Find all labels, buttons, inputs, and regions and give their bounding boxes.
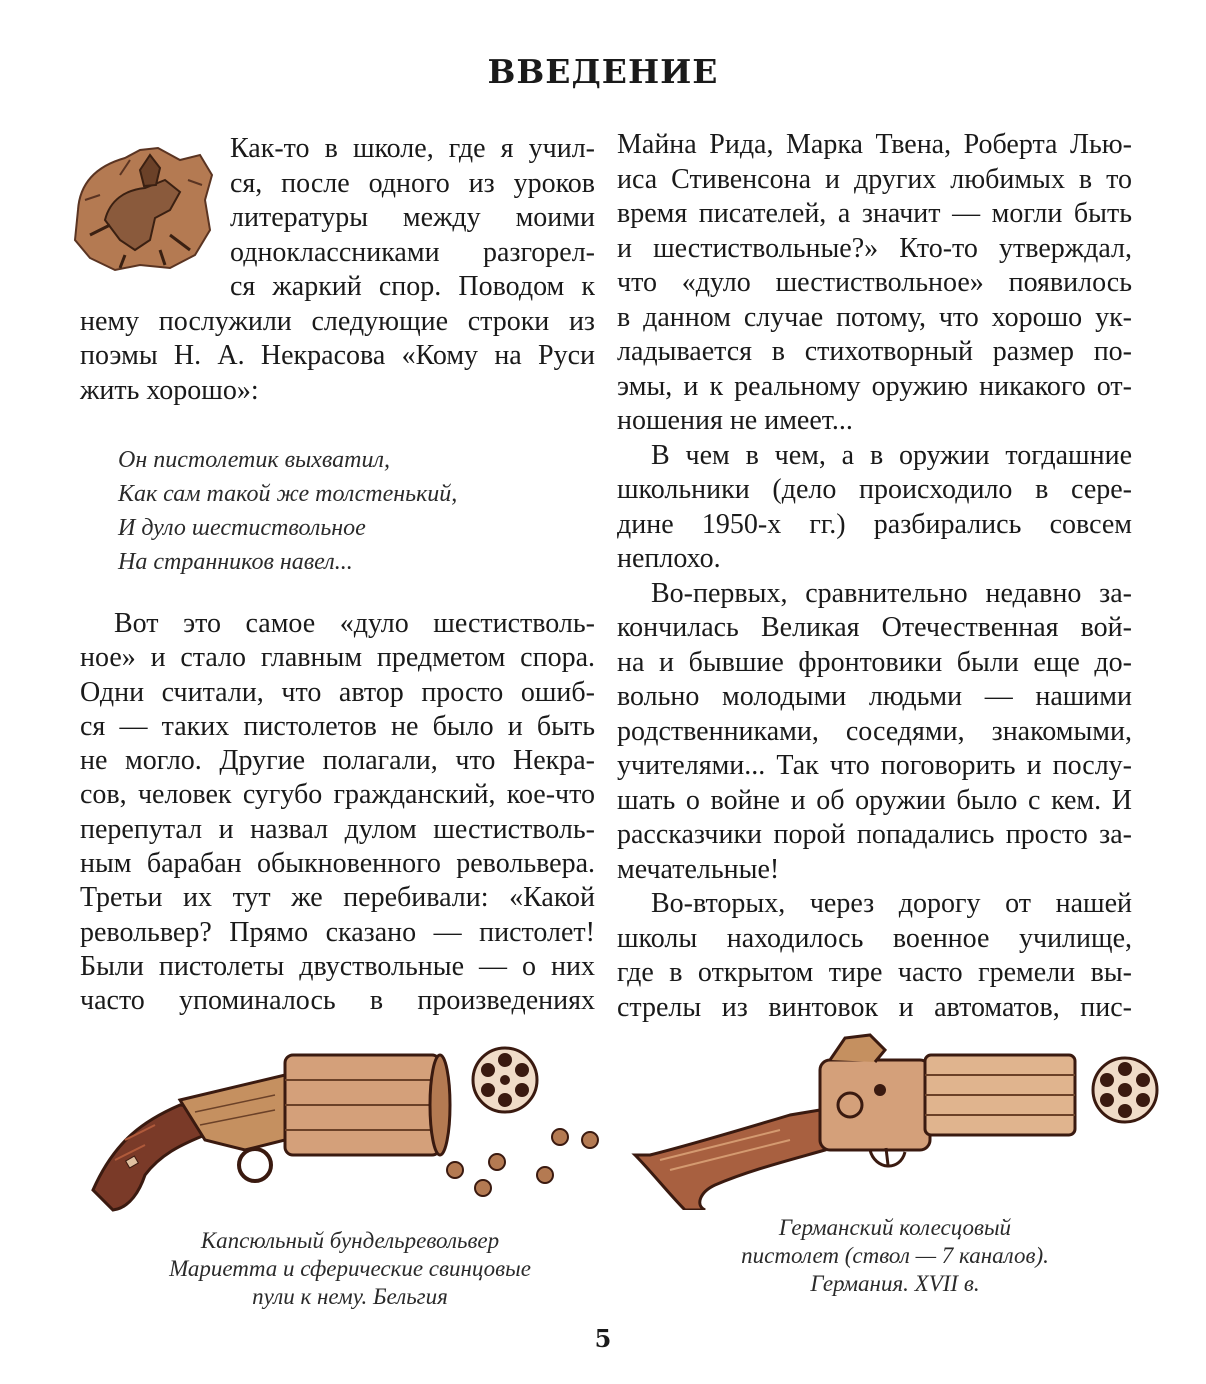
text-line: где в открытом тире часто гремели вы-: [617, 957, 1132, 988]
text-line: револьвер? Прямо сказано — пистолет!: [80, 916, 595, 948]
text-line: Как-то в школе, где я учил-: [230, 133, 595, 164]
text-line: не могло. Другие полагали, что Некра-: [80, 745, 595, 777]
text-line: школьники (дело происходило в сере-: [617, 474, 1132, 505]
text-line: ся — таких пистолетов не было и быть: [80, 710, 595, 742]
text-line: и шестиствольные?» Кто-то утверждал,: [617, 232, 1132, 264]
text-line: на и бывшие фронтовики были еще до-: [617, 646, 1132, 678]
right-column: [617, 128, 1132, 1025]
text-line: поэмы Н. А. Некрасова «Кому на Руси: [80, 340, 595, 371]
text-line: Были пистолеты двуствольные — о них: [80, 950, 595, 982]
text-line: ным барабан обыкновенного револьвера.: [80, 848, 595, 880]
poem-quote: [118, 443, 457, 579]
poem-line: Как сам такой же толстенький,: [118, 481, 458, 507]
text-line: ся, после одного из уроков: [230, 167, 595, 199]
text-line: нему послужили следующие строки из: [80, 305, 595, 337]
text-line: Одни считали, что автор просто ошиб-: [80, 676, 595, 708]
text-line: учителями... Так что поговорить и послу-: [617, 750, 1132, 781]
text-line: неплохо.: [617, 543, 721, 574]
caption-line: Капсюльный бундельревольвер: [200, 1228, 500, 1253]
page-title: ВВЕДЕНИЕ: [487, 52, 719, 91]
text-line: Майна Рида, Марка Твена, Роберта Лью-: [617, 129, 1132, 160]
text-line: часто упоминалось в произведениях: [80, 985, 595, 1017]
caption-line: пули к нему. Бельгия: [252, 1284, 448, 1309]
text-line: перепутал и назвал дулом шестистволь-: [80, 813, 595, 845]
text-line: ся жаркий спор. Поводом к: [230, 271, 595, 302]
text-line: кончилась Великая Отечественная вой-: [617, 612, 1132, 643]
text-line: Во-вторых, через дорогу от нашей: [651, 888, 1132, 919]
text-line: ладывается в стихотворный размер по-: [617, 336, 1132, 367]
text-line: рассказчики порой попадались просто за-: [617, 819, 1132, 850]
pepperbox-revolver-illustration: [85, 1040, 605, 1220]
left-column-intro: [80, 132, 595, 408]
text-line: ное» и стало главным предметом спора.: [80, 642, 595, 674]
poem-line: И дуло шестиствольное: [118, 515, 366, 541]
text-line: дине 1950-х гг.) разбирались совсем: [617, 508, 1132, 540]
text-line: стрелы из винтовок и автоматов, пис-: [617, 991, 1132, 1023]
text-line: одноклассниками разгорел-: [230, 236, 595, 268]
left-column-body: [80, 607, 595, 1019]
caption-line: Мариетта и сферические свинцовые: [169, 1256, 531, 1281]
caption-line: Германия. XVII в.: [810, 1271, 980, 1296]
text-line: мечательные!: [617, 853, 780, 885]
text-line: родственниками, соседями, знакомыми,: [617, 715, 1132, 747]
text-line: жить хорошо»:: [80, 374, 259, 406]
text-line: что «дуло шестиствольное» появилось: [617, 267, 1132, 298]
text-line: Третьи их тут же перебивали: «Какой: [80, 882, 595, 914]
text-line: литературы между моими: [230, 202, 595, 233]
text-line: время писателей, а значит — могли быть: [617, 198, 1132, 229]
poem-line: Он пистолетик выхватил,: [118, 447, 390, 473]
text-line: сов, человек сугубо гражданский, кое-что: [80, 779, 595, 811]
text-line: ношения не имеет...: [617, 405, 853, 436]
text-line: Во-первых, сравнительно недавно за-: [651, 577, 1132, 609]
poem-line: На странников навел...: [118, 549, 353, 575]
text-line: В чем в чем, а в оружии тогдашние: [651, 439, 1132, 471]
text-line: эмы, и к реальному оружию никакого от-: [617, 370, 1132, 402]
caption-line: пистолет (ствол — 7 каналов).: [741, 1243, 1049, 1268]
wheellock-pistol-illustration: [630, 1020, 1165, 1210]
caption-line: Германский колесцовый: [778, 1215, 1012, 1240]
text-line: в данном случае потому, что хорошо ук-: [617, 301, 1132, 333]
page-number: 5: [594, 1324, 612, 1353]
caption-left: [100, 1227, 600, 1311]
text-line: Вот это самое «дуло шестистволь-: [114, 608, 595, 639]
text-line: иса Стивенсона и других любимых в то: [617, 163, 1132, 195]
text-line: школы находилось военное училище,: [617, 922, 1132, 954]
text-line: шать о войне и об оружии было с кем. И: [617, 784, 1132, 816]
text-line: вольно молодыми людьми — нашими: [617, 681, 1132, 712]
caption-right: [660, 1214, 1130, 1298]
